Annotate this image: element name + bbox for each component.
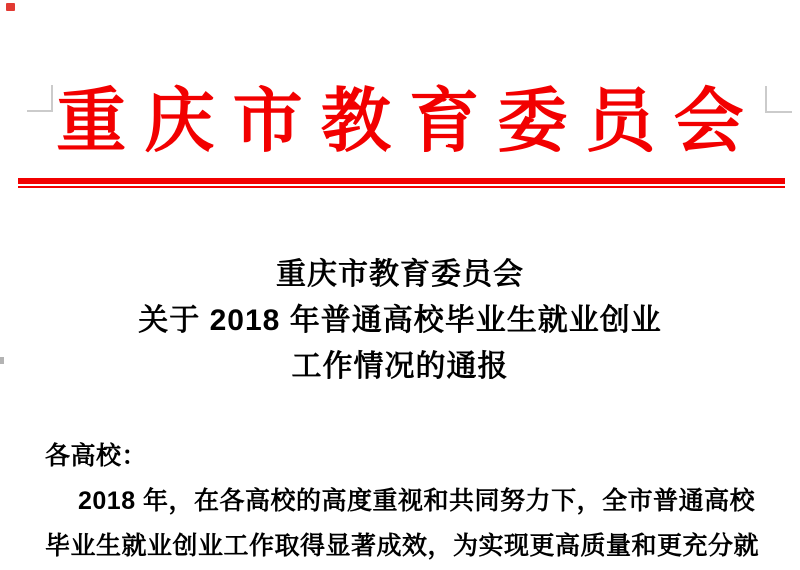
red-separator-rule: [18, 178, 785, 188]
document-body: [45, 434, 763, 569]
paragraph-line-2: 毕业生就业创业工作取得显著成效，为实现更高质量和更充分就: [45, 532, 760, 560]
paragraph-line-1: 2018 年，在各高校的高度重视和共同努力下，全市普通高校: [78, 487, 756, 515]
document-title-line-2: 关于 2018 年普通高校毕业生就业创业: [138, 304, 662, 337]
document-title-line-1: 重庆市教育委员会: [276, 258, 524, 291]
document-title-line-3: 工作情况的通报: [291, 350, 509, 383]
salutation: 各高校：: [45, 442, 148, 470]
red-corner-dot: [6, 3, 15, 11]
document-title: [0, 252, 800, 390]
letterhead-agency-title: 重庆市教育委员会: [56, 84, 762, 161]
red-separator-thin-line: [18, 186, 785, 188]
